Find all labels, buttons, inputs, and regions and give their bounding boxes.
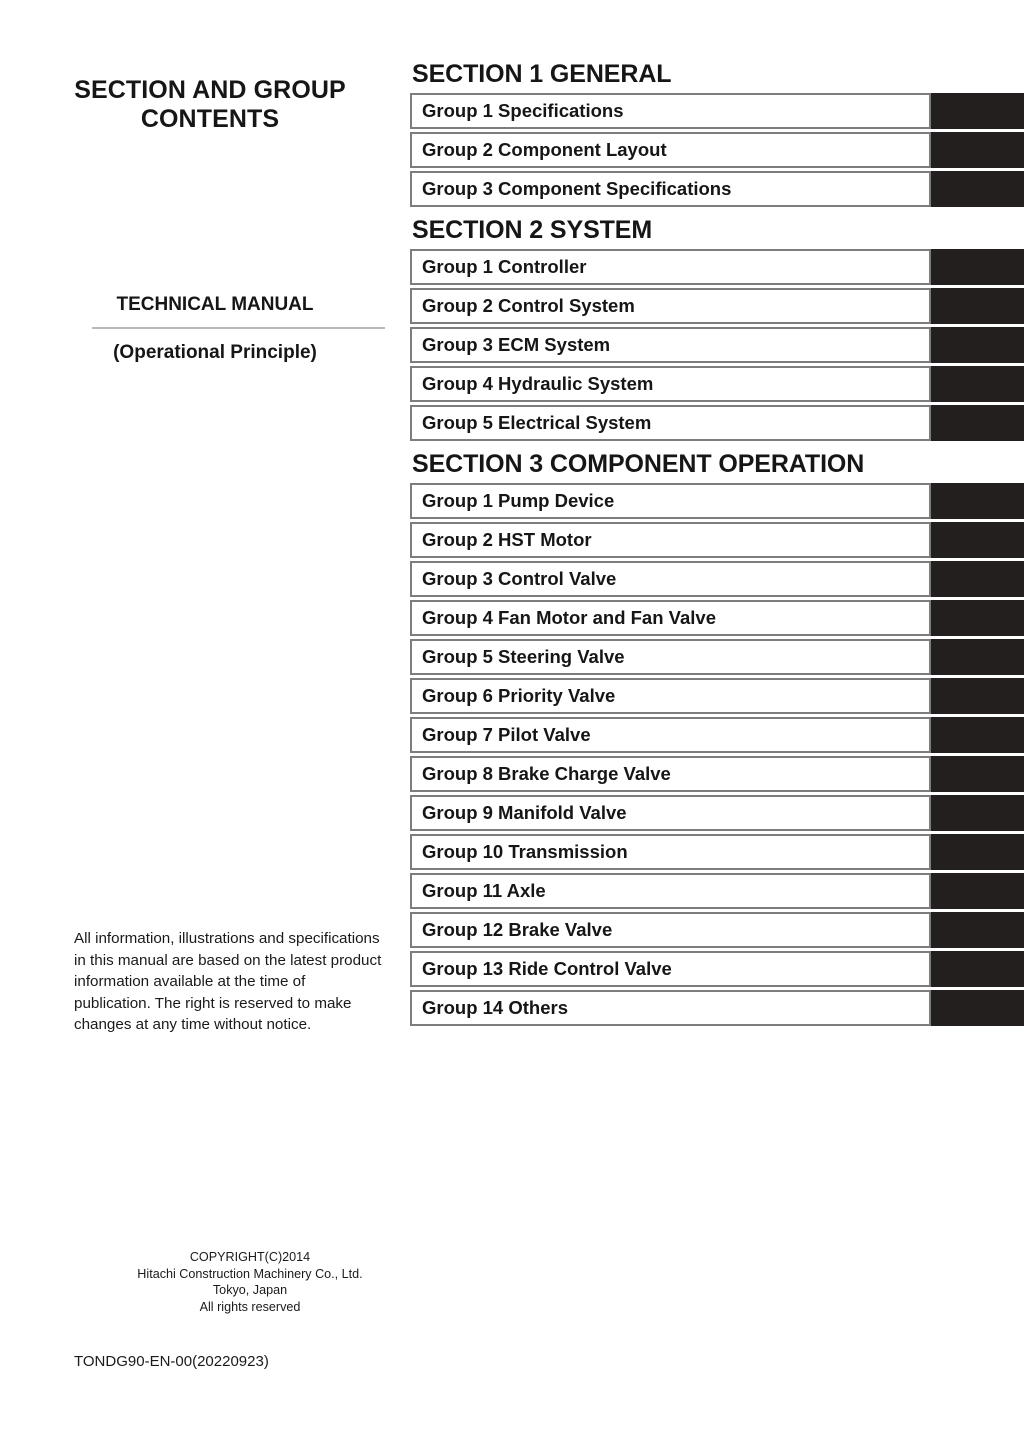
copyright-line-4: All rights reserved <box>199 1300 301 1315</box>
group-entry-box[interactable] <box>410 912 931 948</box>
section-thumb-index-tab <box>931 132 1024 168</box>
copyright-line-1: COPYRIGHT(C)2014 <box>189 1250 311 1264</box>
manual-divider <box>92 327 385 329</box>
section-thumb-index-tab <box>931 990 1024 1026</box>
group-label: Group 4 Fan Motor and Fan Valve <box>422 606 716 628</box>
section-block <box>410 207 1024 441</box>
group-row[interactable] <box>410 990 1024 1026</box>
group-label: Group 11 Axle <box>422 879 546 901</box>
group-label: Group 3 ECM System <box>422 333 611 355</box>
group-label: Group 5 Electrical System <box>422 411 652 433</box>
group-row[interactable] <box>410 639 1024 675</box>
section-thumb-index-tab <box>931 405 1024 441</box>
group-row[interactable] <box>410 249 1024 285</box>
section-thumb-index-tab <box>931 93 1024 129</box>
group-entry-box[interactable] <box>410 249 931 285</box>
section-thumb-index-tab <box>931 288 1024 324</box>
section-thumb-index-tab <box>931 678 1024 714</box>
group-row[interactable] <box>410 678 1024 714</box>
group-label: Group 4 Hydraulic System <box>422 372 654 394</box>
section-block <box>410 441 1024 1026</box>
group-label: Group 5 Steering Valve <box>422 645 625 667</box>
page-title-line-2: CONTENTS <box>140 105 280 133</box>
group-label: Group 13 Ride Control Valve <box>422 957 672 979</box>
copyright-block <box>60 1249 440 1316</box>
group-row[interactable] <box>410 366 1024 402</box>
section-thumb-index-tab <box>931 327 1024 363</box>
group-entry-box[interactable] <box>410 756 931 792</box>
group-label: Group 14 Others <box>422 996 568 1018</box>
section-thumb-index-tab <box>931 912 1024 948</box>
group-label: Group 9 Manifold Valve <box>422 801 627 823</box>
group-entry-box[interactable] <box>410 93 931 129</box>
group-entry-box[interactable] <box>410 132 931 168</box>
section-thumb-index-tab <box>931 249 1024 285</box>
group-row[interactable] <box>410 600 1024 636</box>
group-label: Group 12 Brake Valve <box>422 918 613 940</box>
group-row[interactable] <box>410 717 1024 753</box>
group-label: Group 2 Control System <box>422 294 635 316</box>
group-entry-box[interactable] <box>410 327 931 363</box>
section-block <box>410 62 1024 207</box>
group-label: Group 1 Controller <box>422 255 587 277</box>
group-entry-box[interactable] <box>410 717 931 753</box>
group-entry-box[interactable] <box>410 873 931 909</box>
group-entry-box[interactable] <box>410 795 931 831</box>
section-thumb-index-tab <box>931 522 1024 558</box>
group-entry-box[interactable] <box>410 171 931 207</box>
group-label: Group 3 Component Specifications <box>422 177 732 199</box>
section-thumb-index-tab <box>931 171 1024 207</box>
group-label: Group 7 Pilot Valve <box>422 723 591 745</box>
group-entry-box[interactable] <box>410 522 931 558</box>
group-label: Group 2 HST Motor <box>422 528 592 550</box>
section-thumb-index-tab <box>931 366 1024 402</box>
group-row[interactable] <box>410 795 1024 831</box>
group-label: Group 1 Pump Device <box>422 489 615 511</box>
section-thumb-index-tab <box>931 561 1024 597</box>
section-heading: SECTION 1 GENERAL <box>412 60 672 88</box>
group-label: Group 10 Transmission <box>422 840 628 862</box>
section-thumb-index-tab <box>931 639 1024 675</box>
group-row[interactable] <box>410 93 1024 129</box>
group-entry-box[interactable] <box>410 366 931 402</box>
group-entry-box[interactable] <box>410 561 931 597</box>
group-row[interactable] <box>410 327 1024 363</box>
document-code: TONDG90-EN-00(20220923) <box>74 1353 269 1370</box>
group-label: Group 1 Specifications <box>422 99 624 121</box>
group-row[interactable] <box>410 873 1024 909</box>
group-label: Group 3 Control Valve <box>422 567 617 589</box>
group-entry-box[interactable] <box>410 990 931 1026</box>
group-entry-box[interactable] <box>410 405 931 441</box>
group-row[interactable] <box>410 912 1024 948</box>
group-entry-box[interactable] <box>410 288 931 324</box>
group-entry-box[interactable] <box>410 600 931 636</box>
group-row[interactable] <box>410 834 1024 870</box>
section-thumb-index-tab <box>931 717 1024 753</box>
group-row[interactable] <box>410 483 1024 519</box>
section-thumb-index-tab <box>931 951 1024 987</box>
section-contents-list <box>410 62 1024 1026</box>
cover-left-column <box>0 0 400 1370</box>
group-row[interactable] <box>410 171 1024 207</box>
group-entry-box[interactable] <box>410 678 931 714</box>
section-thumb-index-tab <box>931 600 1024 636</box>
group-row[interactable] <box>410 756 1024 792</box>
section-heading: SECTION 3 COMPONENT OPERATION <box>412 450 865 478</box>
group-label: Group 8 Brake Charge Valve <box>422 762 671 784</box>
copyright-line-3: Tokyo, Japan <box>212 1283 288 1298</box>
group-entry-box[interactable] <box>410 951 931 987</box>
group-row[interactable] <box>410 951 1024 987</box>
section-thumb-index-tab <box>931 795 1024 831</box>
section-thumb-index-tab <box>931 756 1024 792</box>
group-label: Group 6 Priority Valve <box>422 684 616 706</box>
section-thumb-index-tab <box>931 834 1024 870</box>
group-row[interactable] <box>410 405 1024 441</box>
page-title-line-1: SECTION AND GROUP <box>74 76 346 104</box>
section-thumb-index-tab <box>931 483 1024 519</box>
section-heading: SECTION 2 SYSTEM <box>412 216 653 244</box>
disclaimer-text: All information, illustrations and specifications in this manual are based on the latest product information available at the time of publication. The right is reserved to make changes at any time without notice. <box>74 930 382 1034</box>
manual-type-label: TECHNICAL MANUAL <box>116 294 314 315</box>
section-thumb-index-tab <box>931 873 1024 909</box>
group-entry-box[interactable] <box>410 834 931 870</box>
group-row[interactable] <box>410 522 1024 558</box>
copyright-line-2: Hitachi Construction Machinery Co., Ltd. <box>137 1266 363 1281</box>
group-entry-box[interactable] <box>410 639 931 675</box>
group-row[interactable] <box>410 561 1024 597</box>
group-label: Group 2 Component Layout <box>422 138 667 160</box>
group-row[interactable] <box>410 132 1024 168</box>
page-title <box>30 76 390 134</box>
manual-subtitle-label: (Operational Principle) <box>113 342 317 363</box>
group-entry-box[interactable] <box>410 483 931 519</box>
group-row[interactable] <box>410 288 1024 324</box>
